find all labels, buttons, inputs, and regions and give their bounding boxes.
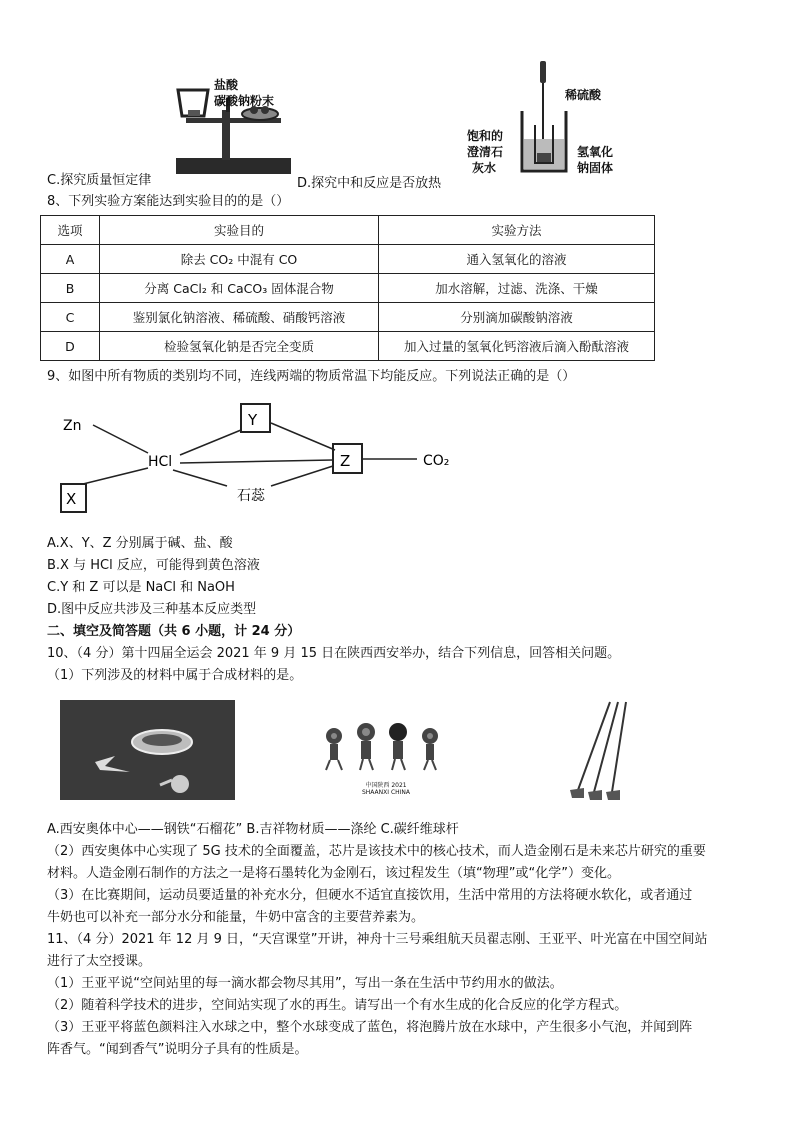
node-stone: 石蕊	[237, 488, 265, 504]
beaker-label-lime-1: 饱和的	[467, 129, 504, 143]
header-method: 实验方法	[379, 216, 655, 245]
beaker-label-naoh-2: 钠固体	[577, 161, 614, 175]
node-co2: CO₂	[423, 453, 450, 469]
golf-clubs-image	[562, 698, 642, 808]
q11-stem-line2: 进行了太空授课。	[47, 954, 152, 969]
row-method: 加水溶解，过滤、洗涤、干燥	[379, 274, 655, 303]
section-heading: 二、填空及简答题（共 6 小题，计 24 分）	[47, 624, 301, 639]
table-header-row	[41, 216, 655, 245]
beaker-label-acid: 稀硫酸	[565, 88, 602, 102]
table-row	[41, 245, 655, 274]
beaker-figure	[508, 55, 583, 185]
q8-stem: 8、下列实验方案能达到实验目的的是（）	[47, 194, 290, 209]
q10-part3-line1: （3）在比赛期间，运动员要适量的补充水分，但硬水不适宜直接饮用，生活中常用的方法将硬水软化，或者通过	[47, 888, 693, 903]
q11-part1: （1）王亚平说“空间站里的每一滴水都会物尽其用”，写出一条在生活中节约用水的做法。	[47, 976, 563, 991]
q10-part3-line2: 牛奶也可以补充一部分水分和能量，牛奶中富含的主要营养素为。	[47, 910, 425, 925]
row-method: 通入氢氧化的溶液	[379, 245, 655, 274]
node-y: Y	[248, 411, 258, 429]
q10-stem: 10、（4 分）第十四届全运会 2021 年 9 月 15 日在陕西西安举办，结合下列信息，回答相关问题。	[47, 646, 621, 661]
q10-part1: （1）下列涉及的材料中属于合成材料的是。	[47, 668, 303, 683]
row-goal: 分离 CaCl₂ 和 CaCO₃ 固体混合物	[100, 274, 379, 303]
q9-reaction-diagram	[55, 398, 475, 520]
node-z: Z	[340, 452, 351, 470]
mascot-caption: 中国陕西 2021 SHAANXI CHINA	[361, 782, 411, 796]
row-option: D	[41, 332, 100, 361]
row-method: 加入过量的氢氧化钙溶液后滴入酚酞溶液	[379, 332, 655, 361]
row-goal: 鉴别氯化钠溶液、稀硫酸、硝酸钙溶液	[100, 303, 379, 332]
table-row	[41, 332, 655, 361]
row-option: A	[41, 245, 100, 274]
balance-label-powder: 碳酸钠粉末	[214, 94, 275, 108]
node-zn: Zn	[63, 418, 82, 434]
node-x: X	[66, 490, 77, 508]
q8-table	[40, 215, 655, 361]
row-goal: 检验氢氧化钠是否完全变质	[100, 332, 379, 361]
q11-part2: （2）随着科学技术的进步，空间站实现了水的再生。请写出一个有水生成的化合反应的化学方程式。	[47, 998, 628, 1013]
q10-part2-line2: 材料。人造金刚石制作的方法之一是将石墨转化为金刚石，该过程发生（填“物理”或“化学”）变化。	[47, 866, 620, 881]
q10-part2-line1: （2）西安奥体中心实现了 5G 技术的全面覆盖，芯片是该技术中的核心技术，而人造金刚石是未来芯片研究的重要	[47, 844, 706, 859]
caption-c: C.探究质量恒定律	[47, 173, 152, 188]
q9-stem: 9、如图中所有物质的类别均不同，连线两端的物质常温下均能反应。下列说法正确的是（）	[47, 369, 576, 384]
q9-option-a: A.X、Y、Z 分别属于碱、盐、酸	[47, 536, 233, 551]
row-option: B	[41, 274, 100, 303]
row-option: C	[41, 303, 100, 332]
row-method: 分别滴加碳酸钠溶液	[379, 303, 655, 332]
q9-option-d: D.图中反应共涉及三种基本反应类型	[47, 602, 257, 617]
q9-option-c: C.Y 和 Z 可以是 NaCl 和 NaOH	[47, 580, 235, 595]
caption-d: D.探究中和反应是否放热	[297, 176, 442, 191]
beaker-label-naoh-1: 氢氧化	[577, 145, 614, 159]
table-row	[41, 303, 655, 332]
q11-part3-line1: （3）王亚平将蓝色颜料注入水球之中，整个水球变成了蓝色，将泡腾片放在水球中，产生很多小气泡，并闻到阵	[47, 1020, 693, 1035]
mascot-image	[318, 718, 450, 776]
stadium-photo	[60, 700, 235, 800]
q10-choices: A.西安奥体中心——钢铁“石榴花” B.吉祥物材质——涤纶 C.碳纤维球杆	[47, 822, 459, 837]
q11-stem-line1: 11、（4 分）2021 年 12 月 9 日，“天宫课堂”开讲，神舟十三号乘组航天员翟志刚、王亚平、叶光富在中国空间站	[47, 932, 708, 947]
q11-part3-line2: 阵香气。“闻到香气”说明分子具有的性质是。	[47, 1042, 308, 1057]
q9-option-b: B.X 与 HCl 反应，可能得到黄色溶液	[47, 558, 260, 573]
header-option: 选项	[41, 216, 100, 245]
balance-label-acid: 盐酸	[214, 78, 239, 92]
beaker-label-lime-3: 灰水	[472, 161, 497, 175]
node-hcl: HCl	[148, 454, 173, 470]
row-goal: 除去 CO₂ 中混有 CO	[100, 245, 379, 274]
header-goal: 实验目的	[100, 216, 379, 245]
table-row	[41, 274, 655, 303]
beaker-label-lime-2: 澄清石	[467, 145, 504, 159]
